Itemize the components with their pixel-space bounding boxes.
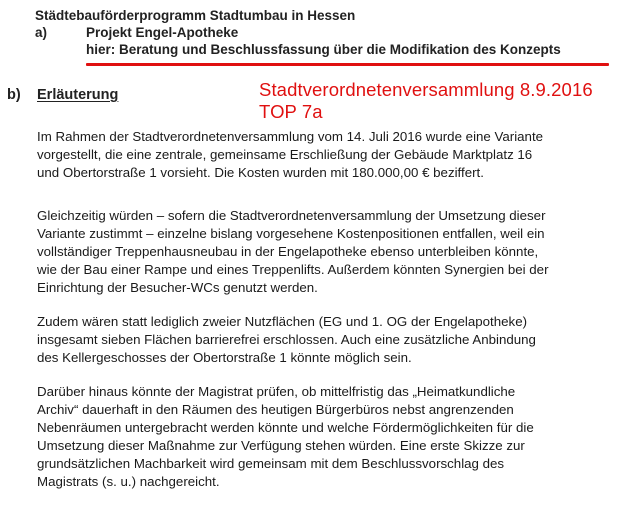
meeting-annotation: Stadtverordnetenversammlung 8.9.2016: [259, 79, 593, 100]
section-heading: Erläuterung: [37, 87, 119, 103]
text-line: Darüber hinaus könnte der Magistrat prüfen, ob mittelfristig das „Heimatkundliche: [37, 384, 516, 399]
text-line: Gleichzeitig würden – sofern die Stadtverordnetenversammlung der Umsetzung dieser: [37, 208, 546, 223]
text-line: Zudem wären statt lediglich zweier Nutzflächen (EG und 1. OG der Engelapotheke): [37, 314, 528, 329]
red-underline-mark: [86, 63, 609, 66]
text-line: wie der Bau einer Rampe und eines Treppenlifts. Außerdem könnten Synergien bei der: [37, 262, 549, 277]
paragraph-2: [37, 207, 549, 297]
project-name: Projekt Engel-Apotheke: [86, 25, 239, 40]
text-line: und Obertorstraße 1 vorsieht. Die Kosten wurden mit 180.000,00 € beziffert.: [37, 165, 484, 180]
section-b-label: b): [7, 87, 21, 103]
paragraph-4: [37, 383, 534, 491]
text-line: Variante zustimmt – einzelne bislang vorgesehene Kostenpositionen entfallen, weil ein: [37, 226, 545, 241]
text-line: des Kellergeschosses der Obertorstraße 1 könnte möglich sein.: [37, 350, 412, 365]
paragraph-1: [37, 128, 543, 182]
agenda-item-annotation: TOP 7a: [259, 101, 323, 122]
text-line: vorgestellt, die eine zentrale, gemeinsame Erschließung der Gebäude Marktplatz 16: [37, 147, 533, 162]
text-line: Nebenräumen untergebracht werden könnte und welche Fördermöglichkeiten für die: [37, 420, 534, 435]
text-line: Umsetzung dieser Maßnahme zur Verfügung stehen würden. Eine erste Skizze zur: [37, 438, 525, 453]
program-title: Städtebauförderprogramm Stadtumbau in Hessen: [35, 8, 356, 23]
text-line: Einrichtung der Besucher-WCs genutzt werden.: [37, 280, 318, 295]
agenda-subject: hier: Beratung und Beschlussfassung über die Modifikation des Konzepts: [86, 42, 561, 57]
text-line: Archiv“ dauerhaft in den Räumen des heutigen Bürgerbüros nebst angrenzenden: [37, 402, 514, 417]
text-line: vollständiger Treppenhausneubau in der Engelapotheke ebenso unterbleiben könnte,: [37, 244, 539, 259]
text-line: Im Rahmen der Stadtverordnetenversammlung vom 14. Juli 2016 wurde eine Variante: [37, 129, 544, 144]
text-line: grundsätzlichen Machbarkeit wird gemeinsam mit dem Beschlussvorschlag des: [37, 456, 505, 471]
paragraph-3: [37, 313, 536, 367]
text-line: Magistrats (s. u.) nachgereicht.: [37, 474, 220, 489]
item-a-label: a): [35, 25, 48, 40]
text-line: insgesamt sieben Flächen barrierefrei erschlossen. Auch eine zusätzliche Anbindung: [37, 332, 536, 347]
